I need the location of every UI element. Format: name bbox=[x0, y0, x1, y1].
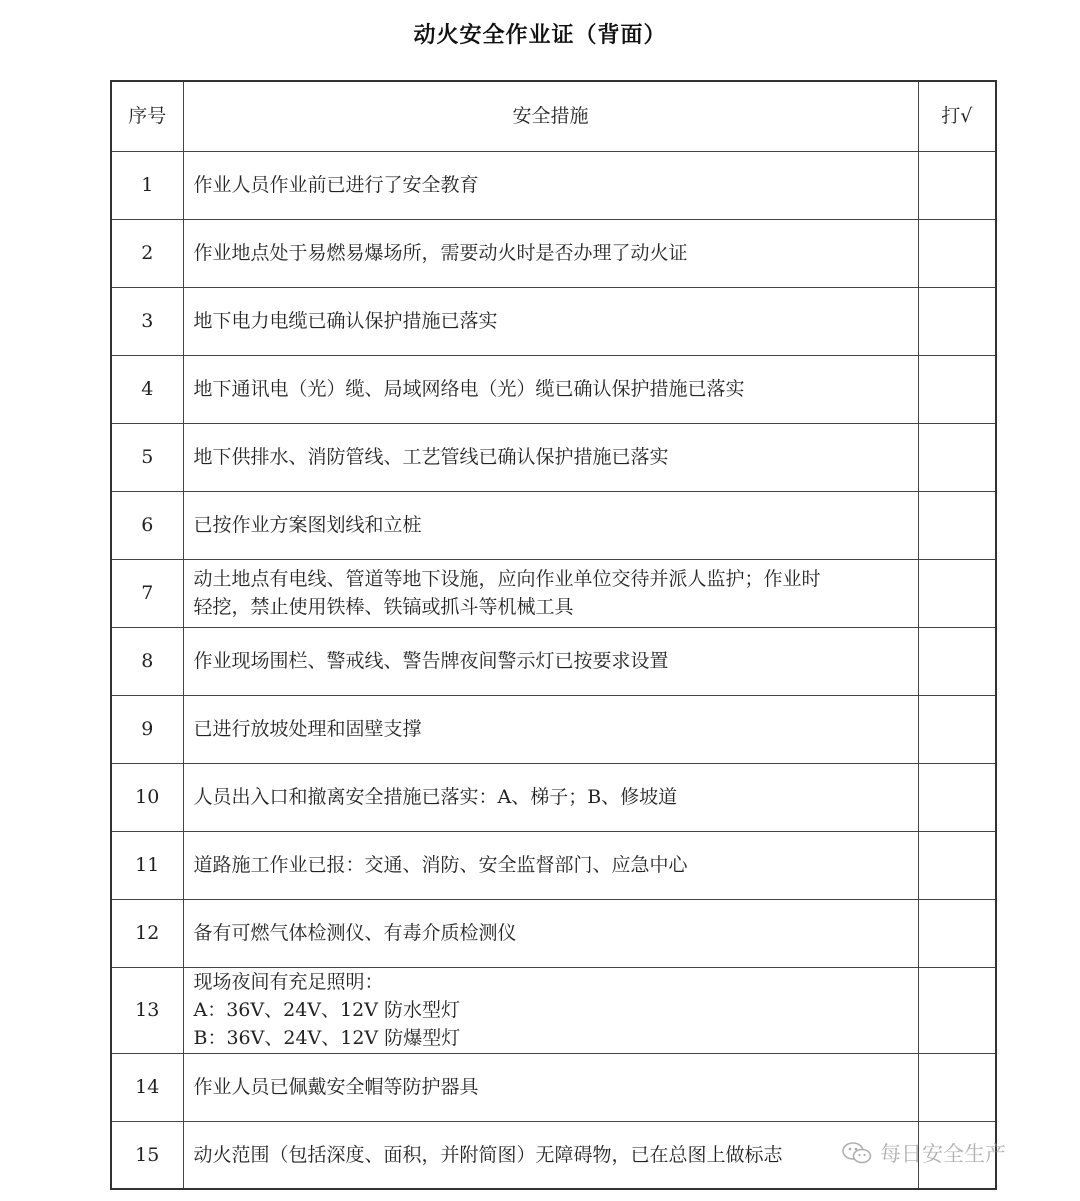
measure-line: 动火范围（包括深度、面积，并附简图）无障碍物，已在总图上做标志 bbox=[193, 1143, 783, 1166]
row-check-cell[interactable] bbox=[918, 423, 996, 491]
row-check-cell[interactable] bbox=[918, 695, 996, 763]
row-serial-number: 13 bbox=[111, 967, 183, 1053]
measure-line: 道路施工作业已报：交通、消防、安全监督部门、应急中心 bbox=[193, 854, 688, 876]
row-check-cell[interactable] bbox=[918, 287, 996, 355]
row-safety-measure bbox=[183, 219, 918, 287]
row-serial-number: 5 bbox=[111, 423, 183, 491]
row-check-cell[interactable] bbox=[918, 627, 996, 695]
table-row bbox=[111, 287, 996, 355]
row-safety-measure bbox=[183, 1121, 918, 1189]
row-safety-measure bbox=[183, 967, 918, 1053]
row-check-cell[interactable] bbox=[918, 831, 996, 899]
header-check-mark: 打√ bbox=[918, 81, 996, 151]
row-check-cell[interactable] bbox=[918, 1053, 996, 1121]
row-safety-measure bbox=[183, 695, 918, 763]
safety-measures-table bbox=[110, 80, 997, 1190]
row-check-cell[interactable] bbox=[918, 491, 996, 559]
measure-line: 已按作业方案图划线和立桩 bbox=[193, 514, 422, 536]
measure-line: 备有可燃气体检测仪、有毒介质检测仪 bbox=[193, 922, 517, 944]
measure-line: A：36V、24V、12V 防水型灯 bbox=[193, 999, 460, 1021]
row-serial-number: 12 bbox=[111, 899, 183, 967]
row-safety-measure bbox=[183, 627, 918, 695]
measure-line: 现场夜间有充足照明： bbox=[193, 971, 384, 993]
table-row bbox=[111, 151, 996, 219]
table-row bbox=[111, 219, 996, 287]
row-serial-number: 3 bbox=[111, 287, 183, 355]
row-serial-number: 4 bbox=[111, 355, 183, 423]
row-serial-number: 8 bbox=[111, 627, 183, 695]
measure-line: 作业地点处于易燃易爆场所，需要动火时是否办理了动火证 bbox=[193, 242, 688, 264]
header-serial-number: 序号 bbox=[111, 81, 183, 151]
table-header-row bbox=[111, 81, 996, 151]
table-row bbox=[111, 899, 996, 967]
watermark-text: 每日安全生产 bbox=[880, 1142, 1006, 1166]
row-serial-number: 6 bbox=[111, 491, 183, 559]
row-serial-number: 11 bbox=[111, 831, 183, 899]
row-check-cell[interactable] bbox=[918, 355, 996, 423]
row-serial-number: 10 bbox=[111, 763, 183, 831]
row-check-cell[interactable] bbox=[918, 151, 996, 219]
measure-line: 轻挖，禁止使用铁棒、铁镐或抓斗等机械工具 bbox=[193, 596, 574, 618]
row-serial-number: 14 bbox=[111, 1053, 183, 1121]
row-safety-measure bbox=[183, 151, 918, 219]
table-row bbox=[111, 763, 996, 831]
row-check-cell[interactable] bbox=[918, 559, 996, 627]
row-safety-measure bbox=[183, 355, 918, 423]
row-serial-number: 9 bbox=[111, 695, 183, 763]
table-row bbox=[111, 967, 996, 1053]
table-row bbox=[111, 491, 996, 559]
row-serial-number: 7 bbox=[111, 559, 183, 627]
header-safety-measures: 安全措施 bbox=[183, 81, 918, 151]
row-safety-measure bbox=[183, 559, 918, 627]
row-safety-measure bbox=[183, 899, 918, 967]
row-serial-number: 1 bbox=[111, 151, 183, 219]
measure-line: 动土地点有电线、管道等地下设施，应向作业单位交待并派人监护；作业时 bbox=[193, 568, 821, 590]
table-row bbox=[111, 355, 996, 423]
measure-line: 地下供排水、消防管线、工艺管线已确认保护措施已落实 bbox=[193, 446, 669, 468]
row-safety-measure bbox=[183, 831, 918, 899]
page-title: 动火安全作业证（背面） bbox=[413, 23, 667, 48]
row-safety-measure bbox=[183, 1053, 918, 1121]
table-row bbox=[111, 559, 996, 627]
measure-line: 作业现场围栏、警戒线、警告牌夜间警示灯已按要求设置 bbox=[193, 650, 669, 672]
row-check-cell[interactable] bbox=[918, 763, 996, 831]
table-row bbox=[111, 695, 996, 763]
row-safety-measure bbox=[183, 491, 918, 559]
table-row bbox=[111, 1053, 996, 1121]
measure-line: 人员出入口和撤离安全措施已落实：A、梯子；B、修坡道 bbox=[193, 786, 678, 808]
row-check-cell[interactable] bbox=[918, 899, 996, 967]
row-check-cell[interactable] bbox=[918, 219, 996, 287]
wechat-icon bbox=[842, 1141, 872, 1165]
row-safety-measure bbox=[183, 423, 918, 491]
row-serial-number: 2 bbox=[111, 219, 183, 287]
table-row bbox=[111, 831, 996, 899]
row-safety-measure bbox=[183, 287, 918, 355]
row-check-cell[interactable] bbox=[918, 967, 996, 1053]
measure-line: B：36V、24V、12V 防爆型灯 bbox=[193, 1027, 461, 1049]
measure-line: 地下通讯电（光）缆、局域网络电（光）缆已确认保护措施已落实 bbox=[193, 378, 745, 400]
row-serial-number: 15 bbox=[111, 1121, 183, 1189]
table-row bbox=[111, 627, 996, 695]
measure-line: 已进行放坡处理和固壁支撑 bbox=[193, 718, 422, 740]
watermark bbox=[842, 1135, 1006, 1171]
measure-line: 地下电力电缆已确认保护措施已落实 bbox=[193, 310, 498, 332]
measure-line: 作业人员作业前已进行了安全教育 bbox=[193, 174, 479, 196]
measure-line: 作业人员已佩戴安全帽等防护器具 bbox=[193, 1076, 479, 1098]
table-row bbox=[111, 423, 996, 491]
row-safety-measure bbox=[183, 763, 918, 831]
